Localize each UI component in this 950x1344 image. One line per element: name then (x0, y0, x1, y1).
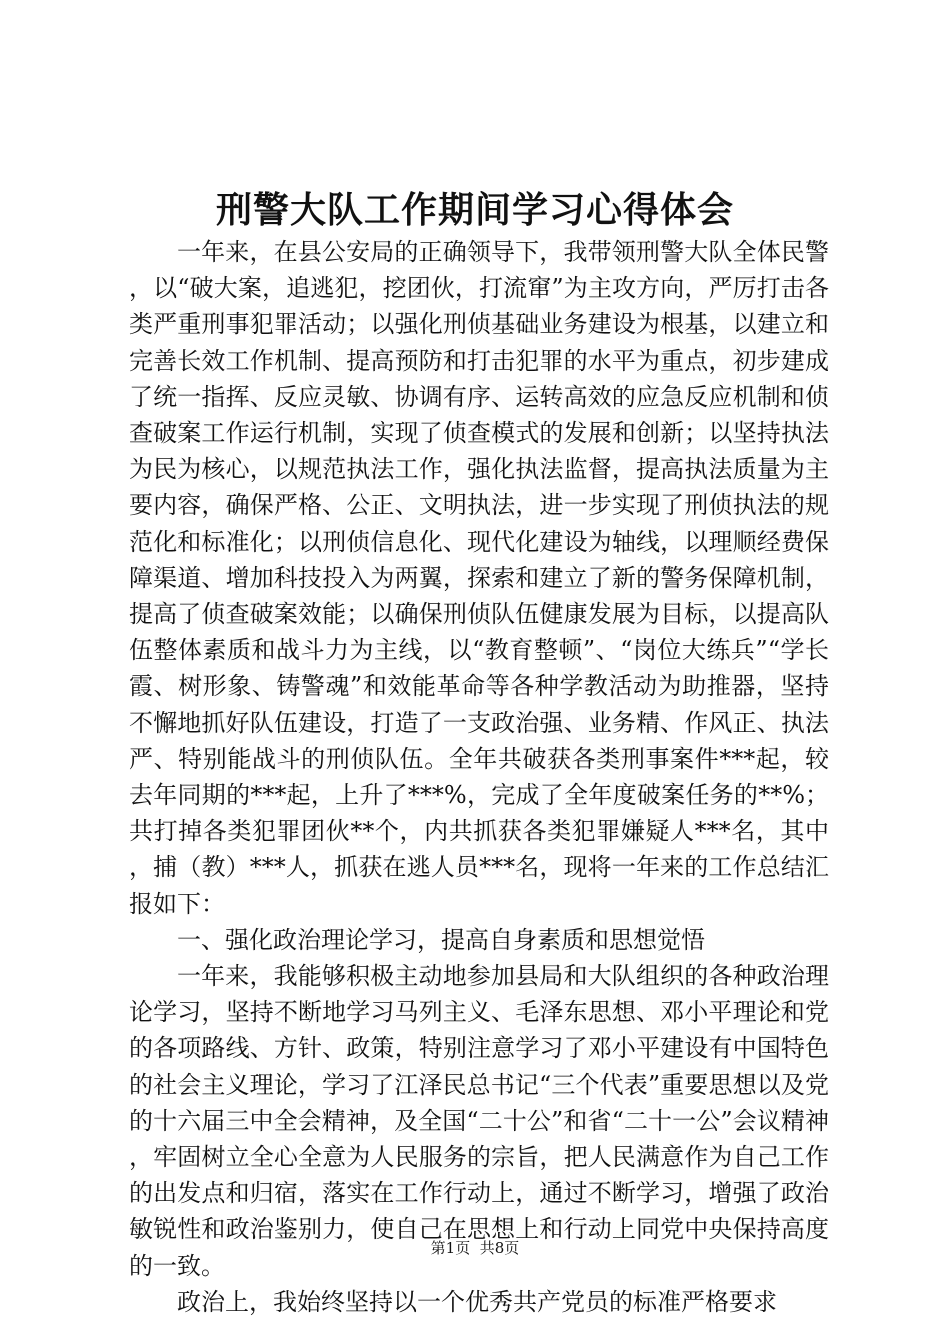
paragraph-study: 一年来，我能够积极主动地参加县局和大队组织的各种政治理论学习，坚持不断地学习马列主义、毛泽东思想、邓小平理论和党的各项路线、方针、政策，特别注意学习了邓小平建设有中国特色的社会主义理论，学习了江泽民总书记“三个代表”重要思想以及党的十六届三中全会精神，及全国“二十公”和省“二十一公”会议精神，牢固树立全心全意为人民服务的宗旨，把人民满意作为自己工作的出发点和归宿，落实在工作行动上，通过不断学习，增强了政治敏锐性和政治鉴别力，使自己在思想上和行动上同党中央保持高度的一致。 (129, 962, 829, 1280)
footer-spacer (470, 1239, 480, 1257)
paragraph-intro: 一年来，在县公安局的正确领导下，我带领刑警大队全体民警，以“破大案，追逃犯，挖团伙，打流窜”为主攻方向，严厉打击各类严重刑事犯罪活动；以强化刑侦基础业务建设为根基，以建立和完善长效工作机制、提高预防和打击犯罪的水平为重点，初步建成了统一指挥、反应灵敏、协调有序、运转高效的应急反应机制和侦查破案工作运行机制，实现了侦查模式的发展和创新；以坚持执法为民为核心，以规范执法工作，强化执法监督，提高执法质量为主要内容，确保严格、公正、文明执法，进一步实现了刑侦执法的规范化和标准化；以刑侦信息化、现代化建设为轴线，以理顺经费保障渠道、增加科技投入为两翼，探索和建立了新的警务保障机制，提高了侦查破案效能；以确保刑侦队伍健康发展为目标，以提高队伍整体素质和战斗力为主线，以“教育整顿”、“岗位大练兵”“学长霞、树形象、铸警魂”和效能革命等各种学教活动为助推器，坚持不懈地抓好队伍建设，打造了一支政治强、业务精、作风正、执法严、特别能战斗的刑侦队伍。全年共破获各类刑事案件***起，较去年同期的***起，上升了***%，完成了全年度破案任务的**%；共打掉各类犯罪团伙**个，内共抓获各类犯罪嫌疑人***名，其中，捕（教）***人，抓获在逃人员***名，现将一年来的工作总结汇报如下： (129, 238, 829, 918)
document-title: 刑警大队工作期间学习心得体会 (215, 189, 734, 231)
paragraph-politics: 政治上，我始终坚持以一个优秀共产党员的标准严格要求 (177, 1287, 777, 1316)
page-footer (0, 1238, 950, 1258)
page-total: 共8页 (479, 1239, 520, 1257)
page-number: 第1页 (430, 1239, 471, 1257)
document-body (129, 234, 829, 1320)
section-heading-1: 一、强化政治理论学习，提高自身素质和思想觉悟 (177, 925, 705, 954)
